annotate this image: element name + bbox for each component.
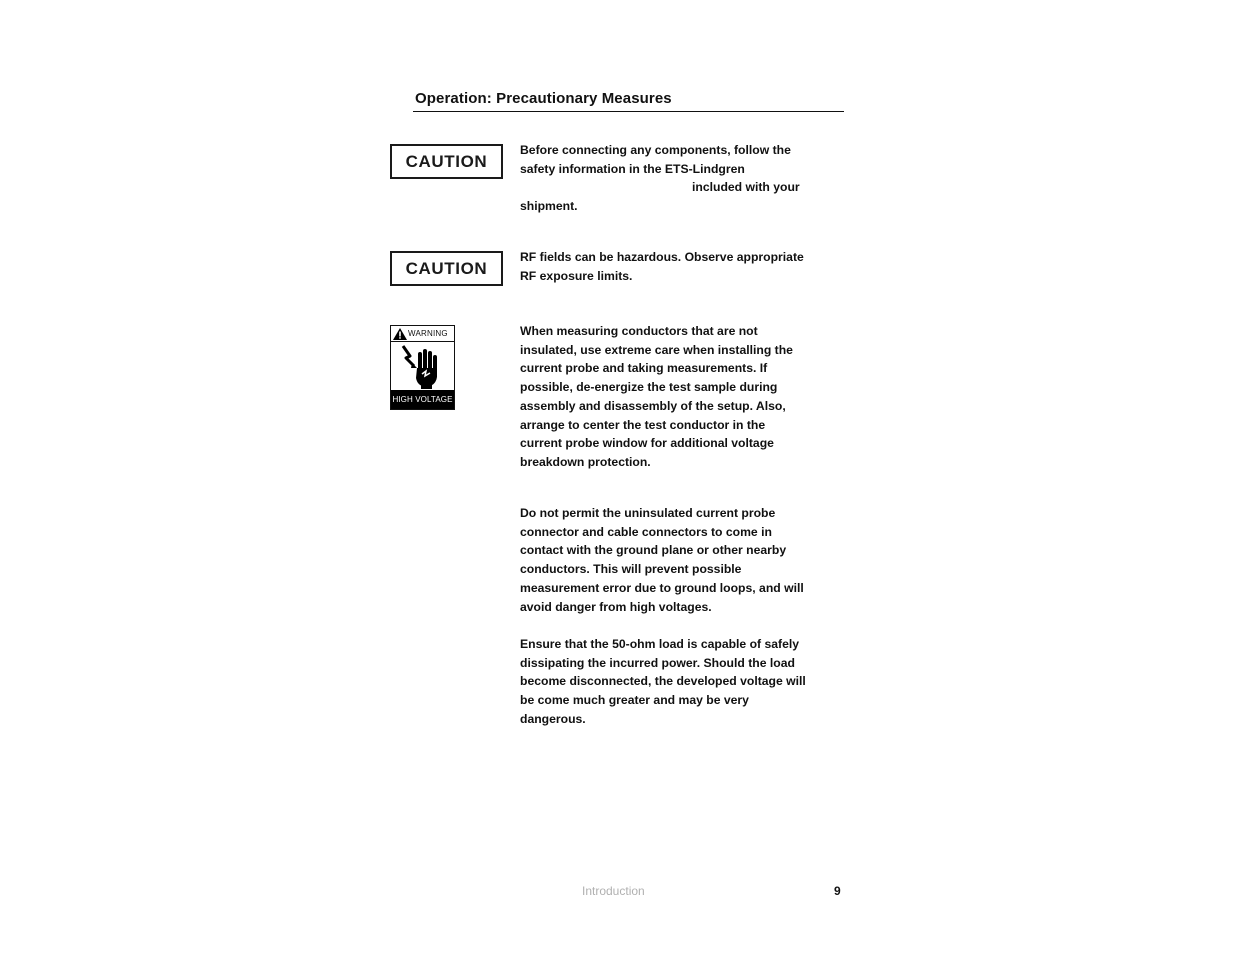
caution-paragraph-safety (520, 141, 810, 216)
caution-paragraph-rf: RF fields can be hazardous. Observe appropriate RF exposure limits. (520, 250, 804, 283)
paragraph-50-ohm-load: Ensure that the 50-ohm load is capable of safely dissipating the incurred power. Should the load become disconnected, the developed voltage will be come much greater and may be very dangerous. (520, 637, 806, 726)
footer-section-name: Introduction (582, 884, 645, 898)
high-voltage-hand-icon (400, 344, 440, 389)
warning-header (391, 326, 454, 342)
high-voltage-warning-sign (390, 325, 455, 410)
warning-triangle-icon (393, 328, 407, 340)
caution-sign-rf: CAUTION (390, 251, 503, 286)
footer-page-number: 9 (834, 884, 841, 898)
page-title: Operation: Precautionary Measures (415, 90, 672, 107)
high-voltage-label: HIGH VOLTAGE (391, 390, 454, 409)
caution-sign: CAUTION (390, 144, 503, 179)
page-heading (413, 89, 844, 112)
warning-label: WARNING (408, 329, 448, 338)
caution-text-part2: included with your shipment. (520, 180, 800, 214)
caution-text-part1: Before connecting any components, follow the safety information in the ETS-Lindgren (520, 143, 791, 176)
paragraph-uninsulated-connectors: Do not permit the uninsulated current probe connector and cable connectors to come in contact with the ground plane or other nearby conductors. This will prevent possible measurement error due to ground loops, and will avoid danger from high voltages. (520, 506, 804, 614)
warning-paragraph: When measuring conductors that are not insulated, use extreme care when installing the current probe and taking measurements. If possible, de-energize the test sample during assembly and disassembly of the setup. Also, arrange to center the test conductor in the current probe window for additional voltage breakdown protection. (520, 324, 793, 469)
